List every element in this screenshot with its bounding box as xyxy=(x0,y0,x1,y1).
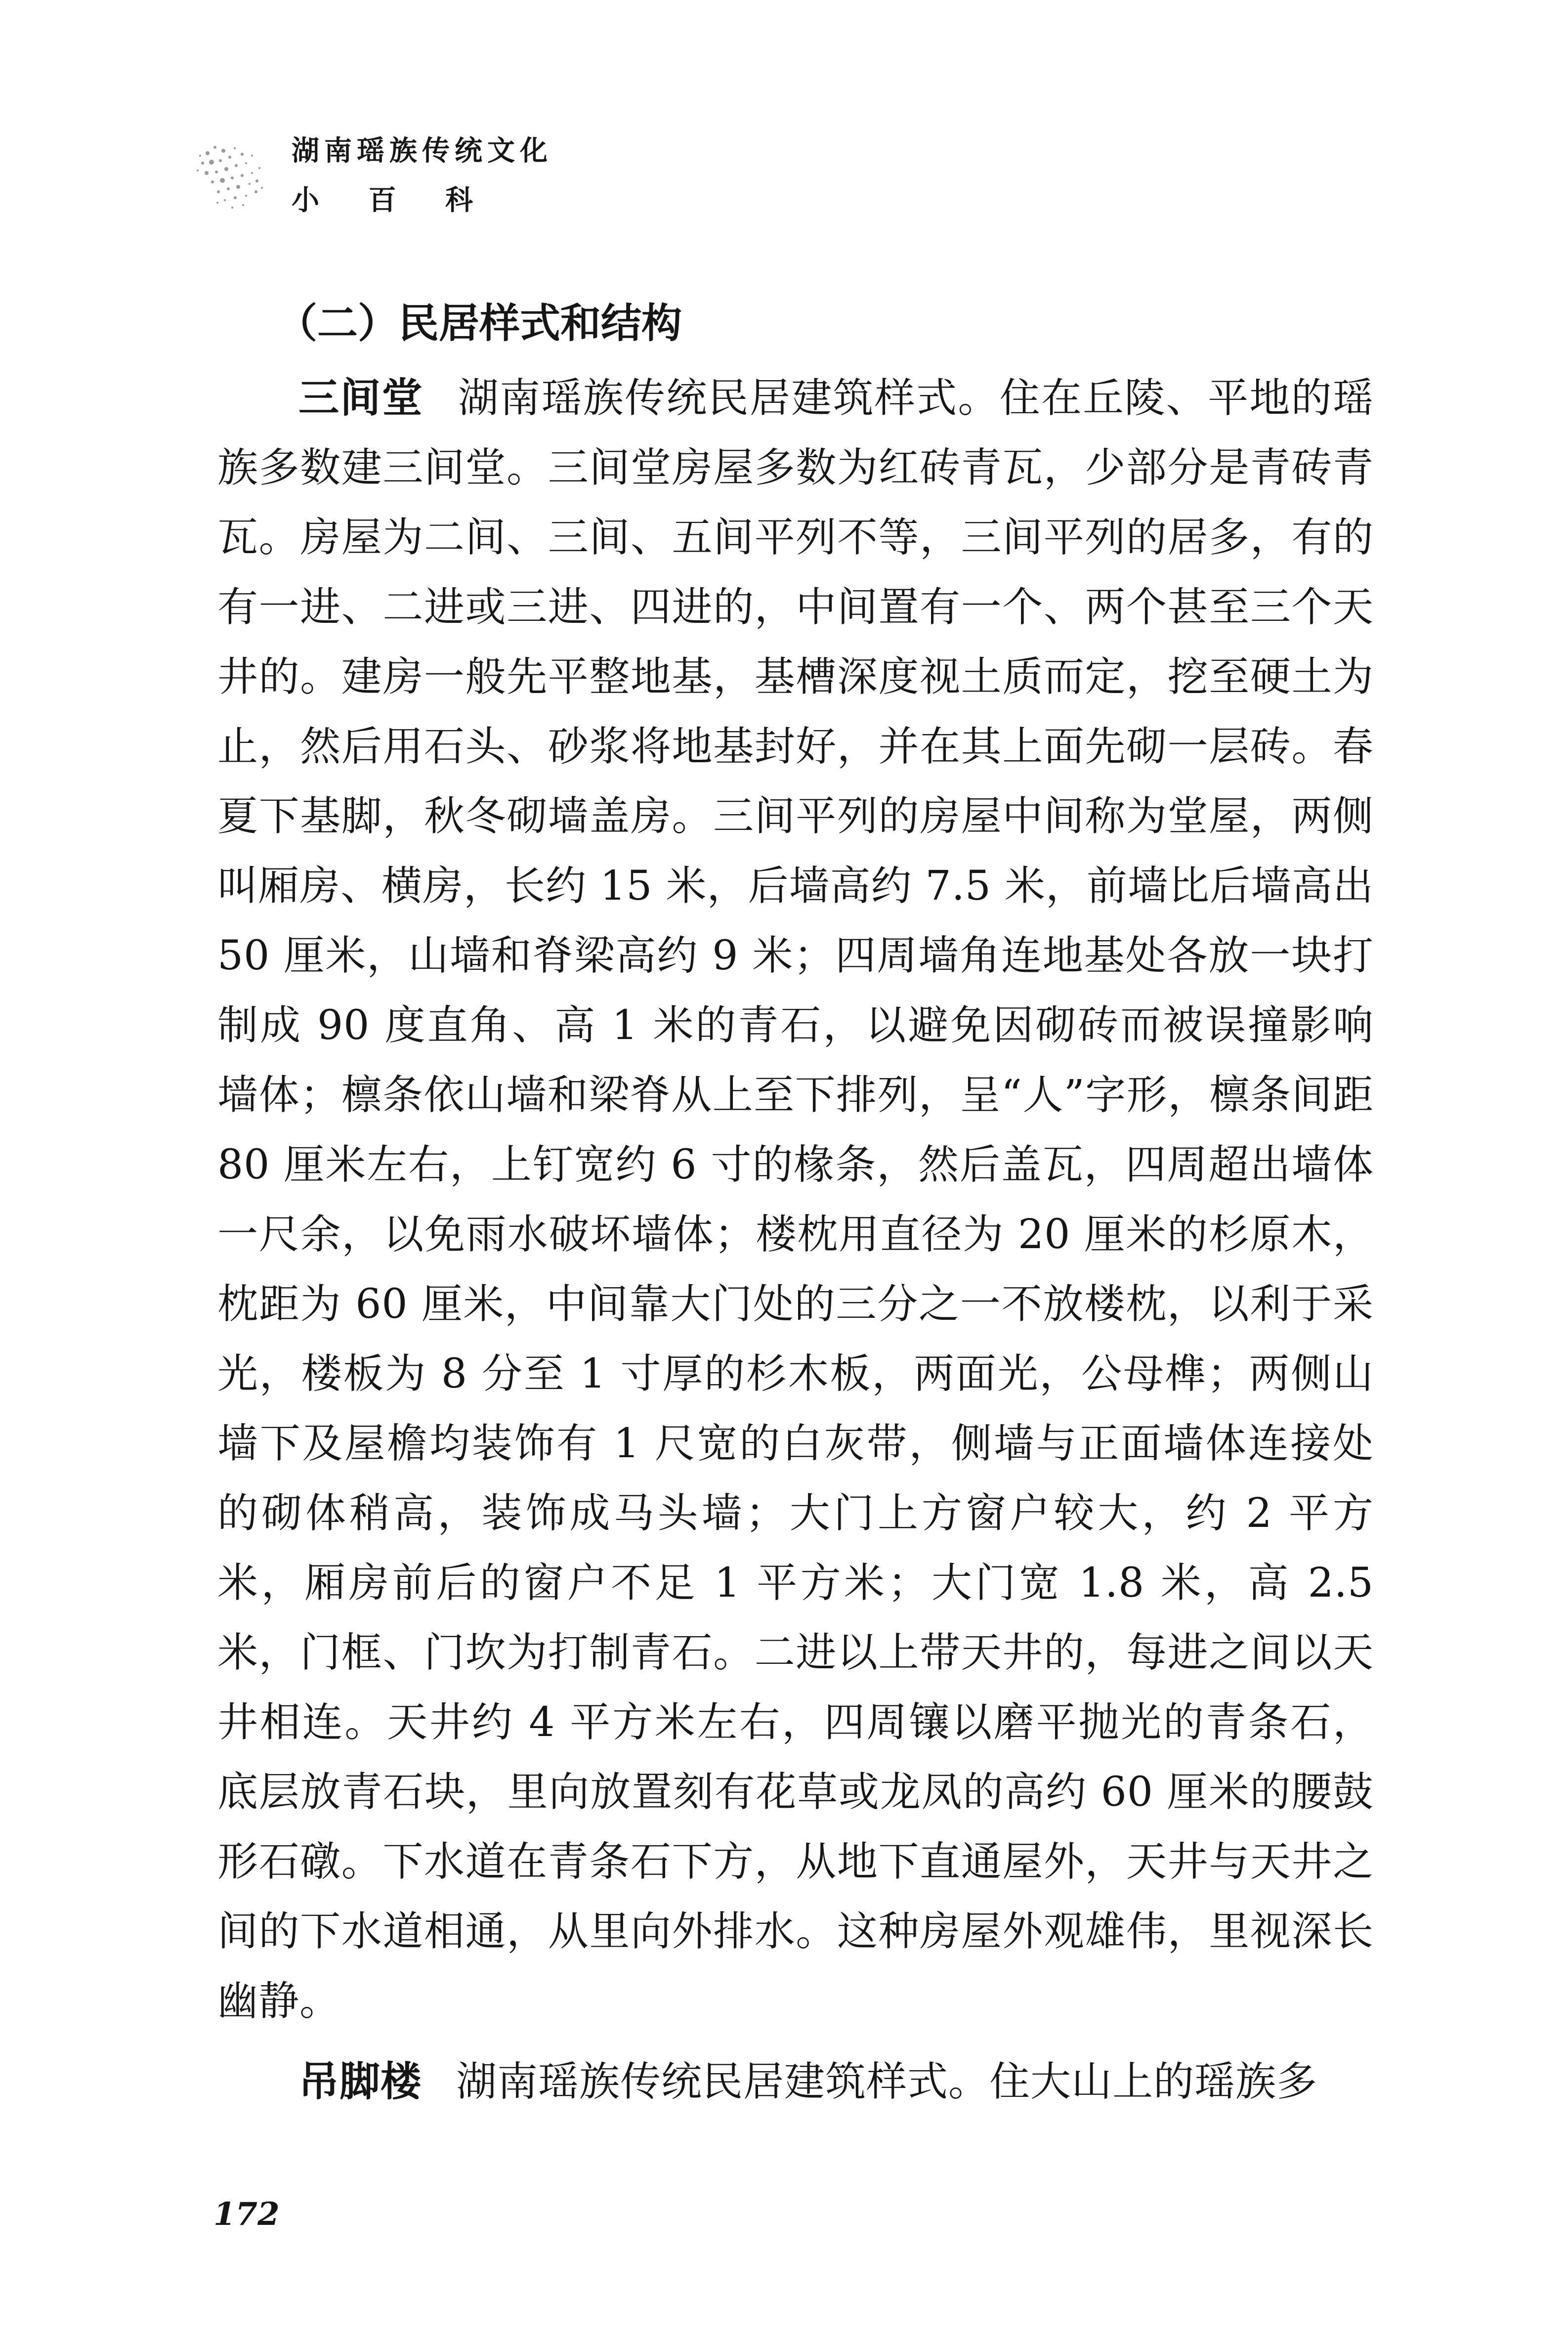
entry-sanjiantang xyxy=(217,363,1374,2036)
page-number: 172 xyxy=(213,2196,280,2233)
running-header xyxy=(188,119,633,237)
entry-term: 吊脚楼 xyxy=(298,2058,422,2105)
section-heading: （二）民居样式和结构 xyxy=(277,300,682,347)
entry-text: 湖南瑶族传统民居建筑样式。住大山上的瑶族多 xyxy=(456,2058,1318,2105)
body-text xyxy=(217,363,1374,2117)
entry-diaojiaolou xyxy=(217,2047,1374,2117)
entry-term: 三间堂 xyxy=(298,375,424,422)
header-subtitle: 小 百 科 xyxy=(292,184,493,217)
floral-ornament-icon xyxy=(188,133,272,217)
entry-text: 湖南瑶族传统民居建筑样式。住在丘陵、平地的瑶族多数建三间堂。三间堂房屋多数为红砖青瓦，少部分是青砖青瓦。房屋为二间、三间、五间平列不等，三间平列的居多，有的有一进、二进或三进、四进的，中间置有一个、两个甚至三个天井的。建房一般先平整地基，基槽深度视土质而定，挖至硬土为止，然后用石头、砂浆将地基封好，并在其上面先砌一层砖。春夏下基脚，秋冬砌墙盖房。三间平列的房屋中间称为堂屋，两侧叫厢房、横房，长约 15 米，后墙高约 7.5 米，前墙比后墙高出 50 厘米，山墙和脊梁高约 9 米；四周墙角连地基处各放一块打制成 90 度直角、高 1 米的青石，以避免因砌砖而被误撞影响墙体；檩条依山墙和梁脊从上至下排列，呈“人”字形，檩条间距 80 厘米左右，上钉宽约 6 寸的椽条，然后盖瓦，四周超出墙体一尺余，以免雨水破坏墙体；楼枕用直径为 20 厘米的杉原木，枕距为 60 厘米，中间靠大门处的三分之一不放楼枕，以利于采光，楼板为 8 分至 1 寸厚的杉木板，两面光，公母榫；两侧山墙下及屋檐均装饰有 1 尺宽的白灰带，侧墙与正面墙体连接处的砌体稍高，装饰成马头墙；大门上方窗户较大，约 2 平方米，厢房前后的窗户不足 1 平方米；大门宽 1.8 米，高 2.5 米，门框、门坎为打制青石。二进以上带天井的，每进之间以天井相连。天井约 4 平方米左右，四周镶以磨平抛光的青条石，底层放青石块，里向放置刻有花草或龙凤的高约 60 厘米的腰鼓形石礅。下水道在青条石下方，从地下直通屋外，天井与天井之间的下水道相通，从里向外排水。这种房屋外观雄伟，里视深长幽静。 xyxy=(217,375,1374,2025)
header-title: 湖南瑶族传统文化 xyxy=(292,134,552,167)
